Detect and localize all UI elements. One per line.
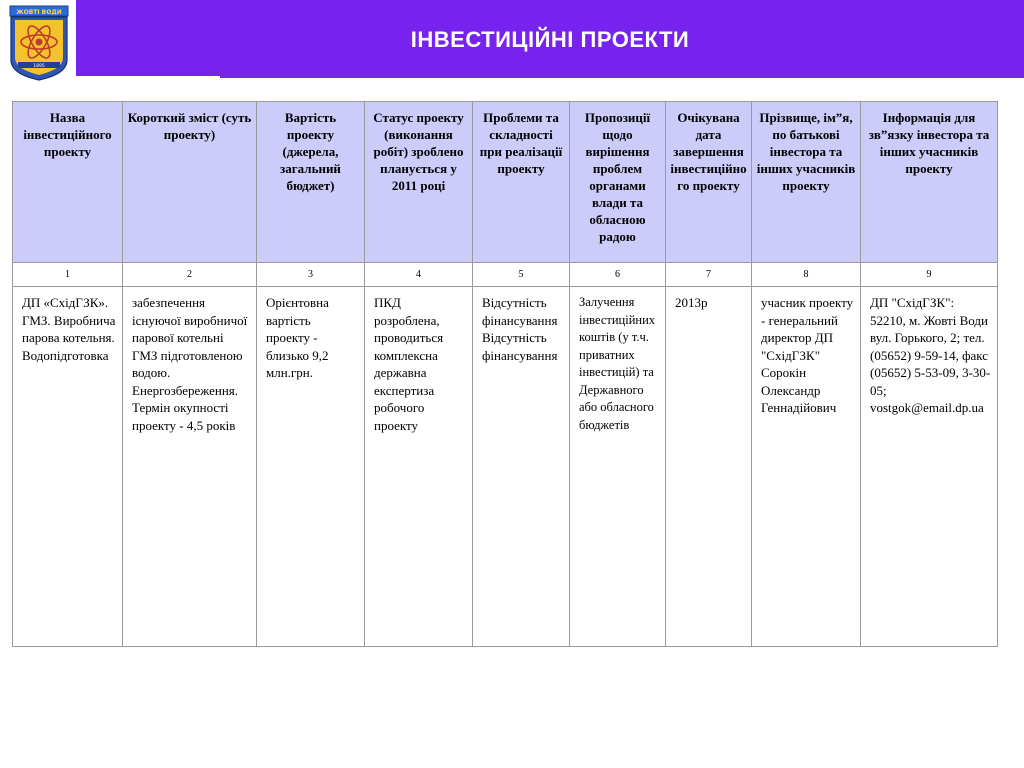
svg-text:ЖОВТІ ВОДИ: ЖОВТІ ВОДИ <box>16 9 62 16</box>
column-number: 7 <box>666 263 752 287</box>
header-band <box>76 0 1024 76</box>
column-number: 2 <box>123 263 257 287</box>
svg-text:1895: 1895 <box>33 64 45 69</box>
column-number: 1 <box>13 263 123 287</box>
cell-contact-info: ДП "СхідГЗК": 52210, м. Жовті Води вул. Горького, 2; тел. (05652) 9-59-14, факс (05652) 5-53-09, 3-30-05; vostgok@email.dp.ua <box>861 287 998 647</box>
column-header-proposals: Пропозиції щодо вирішення проблем органами влади та обласною радою <box>570 102 666 263</box>
column-number: 4 <box>365 263 473 287</box>
cell-summary: забезпечення існуючої виробничої парової котельні ГМЗ підготовленою водою. Енергозбереження. Термін окупності проекту - 4,5 років <box>123 287 257 647</box>
column-number: 6 <box>570 263 666 287</box>
coat-of-arms-icon <box>4 2 74 82</box>
investment-projects-table <box>12 101 998 647</box>
page-title: ІНВЕСТИЦІЙНІ ПРОЕКТИ <box>410 27 690 52</box>
column-header-completion-date: Очікувана дата завершення інвестиційного проекту <box>666 102 752 263</box>
cell-problems: Відсутність фінансування Відсутність фінансування <box>473 287 570 647</box>
cell-completion-date: 2013р <box>666 287 752 647</box>
column-number: 8 <box>752 263 861 287</box>
table-row <box>13 287 998 647</box>
column-number: 5 <box>473 263 570 287</box>
column-header-project-name: Назва інвестиційного проекту <box>13 102 123 263</box>
column-header-status: Статус проекту (виконання робіт) зроблено планується у 2011 році <box>365 102 473 263</box>
column-number: 3 <box>257 263 365 287</box>
city-coat-of-arms-logo <box>4 2 74 82</box>
column-number: 9 <box>861 263 998 287</box>
column-header-investor: Прізвище, ім”я, по батькові інвестора та інших учасників проекту <box>752 102 861 263</box>
column-number-row <box>13 263 998 287</box>
cell-project-name: ДП «СхідГЗК». ГМЗ. Виробнича парова котельня. Водопідготовка <box>13 287 123 647</box>
cell-proposals: Залучення інвестиційних коштів (у т.ч. приватних інвестицій) та Державного або обласного бюджетів <box>570 287 666 647</box>
cell-status: ПКД розроблена, проводиться комплексна державна експертиза робочого проекту <box>365 287 473 647</box>
column-header-cost: Вартість проекту (джерела, загальний бюджет) <box>257 102 365 263</box>
column-header-problems: Проблеми та складності при реалізації проекту <box>473 102 570 263</box>
cell-investor: учасник проекту - генеральний директор ДП "СхідГЗК" Сорокін Олександр Геннадійович <box>752 287 861 647</box>
column-header-contact-info: Інформація для зв”язку інвестора та інших учасників проекту <box>861 102 998 263</box>
column-header-summary: Короткий зміст (суть проекту) <box>123 102 257 263</box>
cell-cost: Орієнтовна вартість проекту - близько 9,2 млн.грн. <box>257 287 365 647</box>
header-underline <box>220 76 1024 78</box>
table-header-row <box>13 102 998 263</box>
